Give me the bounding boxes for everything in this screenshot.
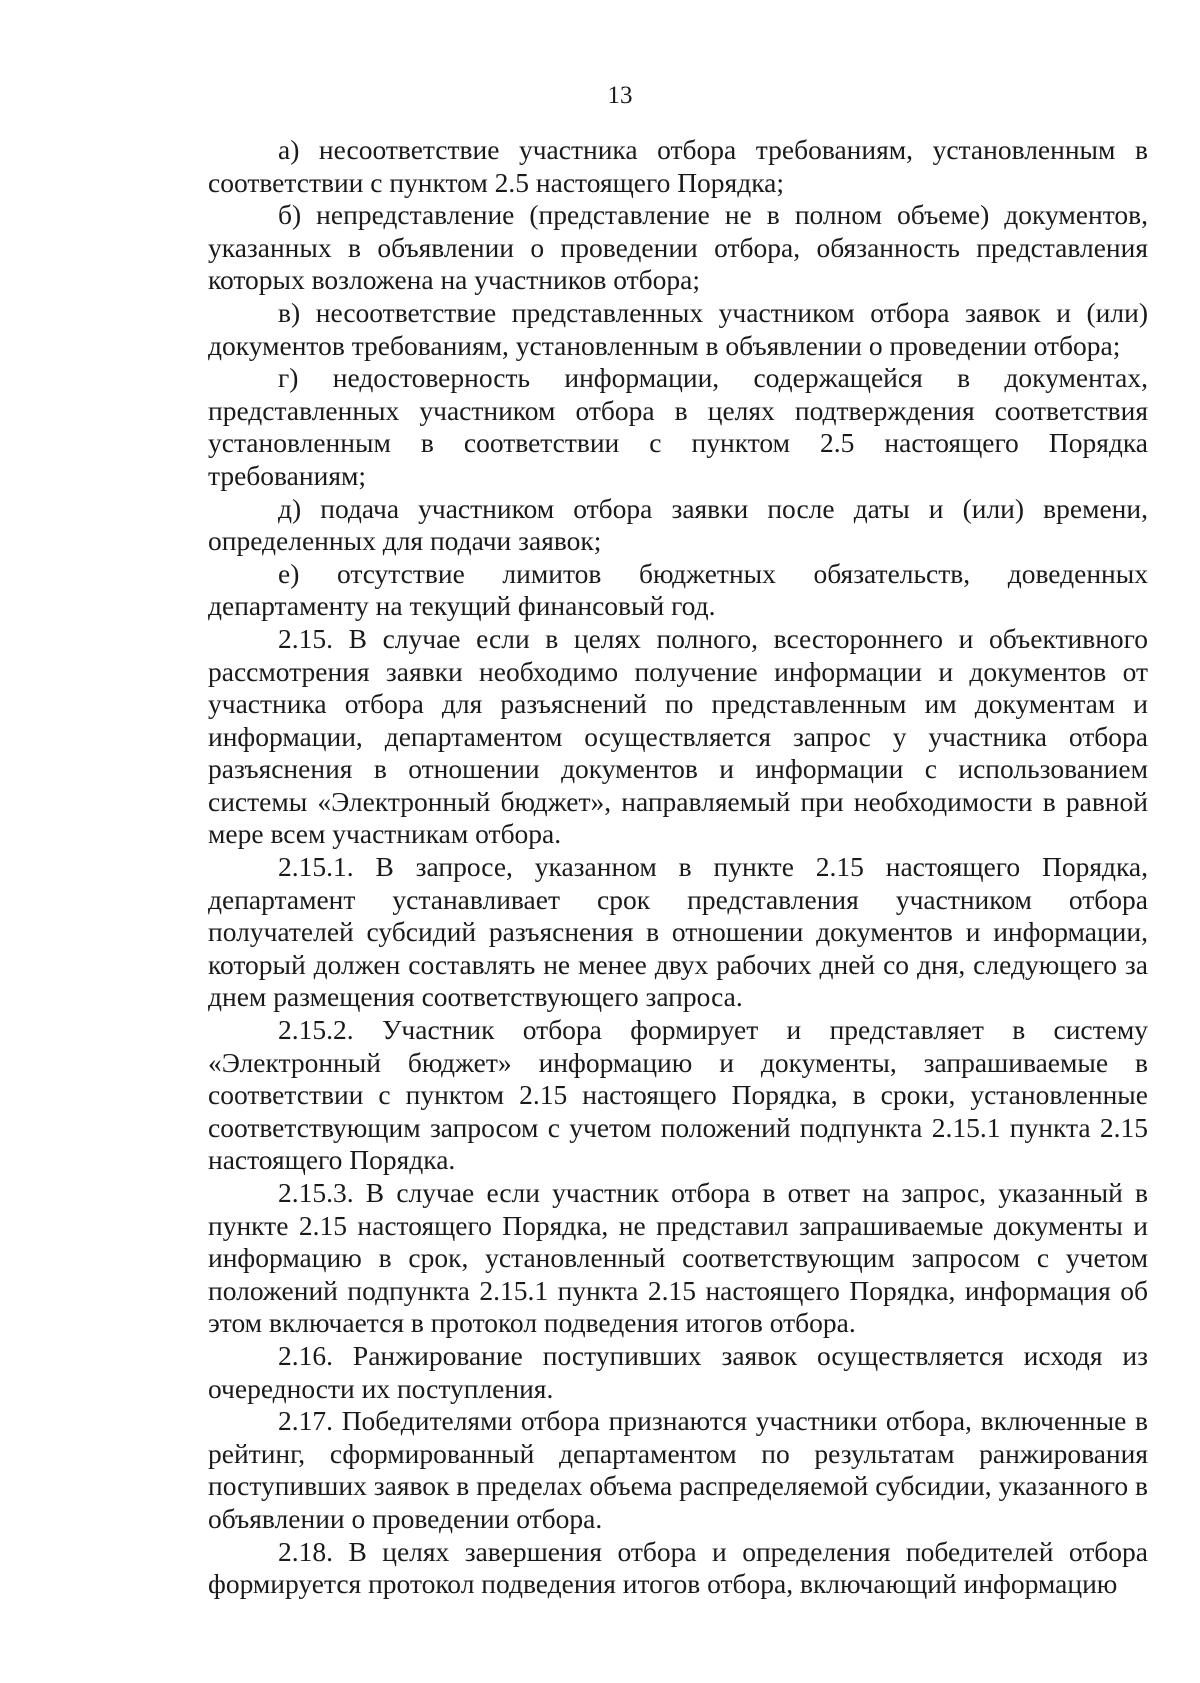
document-body: [208, 134, 1148, 1601]
page-number: 13: [607, 82, 633, 109]
paragraph-item-g: г) недостоверность информации, содержащейся в документах, представленных участником отбора в целях подтверждения соответствия установленным в соответствии с пунктом 2.5 настоящего Порядка требованиям;: [208, 362, 1148, 491]
paragraph-2-16: 2.16. Ранжирование поступивших заявок осуществляется исходя из очередности их поступления.: [208, 1339, 1148, 1404]
paragraph-2-15-1: 2.15.1. В запросе, указанном в пункте 2.15 настоящего Порядка, департамент устанавливает срок представления участником отбора получателей субсидий разъяснения в отношении документов и информации, который должен составлять не менее двух рабочих дней со дня, следующего за днем размещения соответствующего запроса.: [208, 851, 1148, 1013]
paragraph-item-b: б) непредставление (представление не в полном объеме) документов, указанных в объявлении о проведении отбора, обязанность представления которых возложена на участников отбора;: [208, 199, 1148, 296]
paragraph-2-15: 2.15. В случае если в целях полного, всестороннего и объективного рассмотрения заявки необходимо получение информации и документов от участника отбора для разъяснений по представленным им документам и информации, департаментом осуществляется запрос у участника отбора разъяснения в отношении документов и информации с использованием системы «Электронный бюджет», направляемый при необходимости в равной мере всем участникам отбора.: [208, 622, 1148, 850]
paragraph-item-a: а) несоответствие участника отбора требованиям, установленным в соответствии с пунктом 2.5 настоящего Порядка;: [208, 134, 1148, 198]
paragraph-item-d: д) подача участником отбора заявки после даты и (или) времени, определенных для подачи заявок;: [208, 492, 1148, 557]
paragraph-item-v: в) несоответствие представленных участником отбора заявок и (или) документов требованиям, установленным в объявлении о проведении отбора;: [208, 296, 1148, 361]
paragraph-item-e: е) отсутствие лимитов бюджетных обязательств, доведенных департаменту на текущий финансовый год.: [208, 557, 1148, 622]
paragraph-2-15-3: 2.15.3. В случае если участник отбора в ответ на запрос, указанный в пункте 2.15 настоящего Порядка, не представил запрашиваемые документы и информацию в срок, установленный соответствующим запросом с учетом положений подпункта 2.15.1 пункта 2.15 настоящего Порядка, информация об этом включается в протокол подведения итогов отбора.: [208, 1177, 1148, 1339]
paragraph-2-17: 2.17. Победителями отбора признаются участники отбора, включенные в рейтинг, сформированный департаментом по результатам ранжирования поступивших заявок в пределах объема распределяемой субсидии, указанного в объявлении о проведении отбора.: [208, 1405, 1148, 1534]
paragraph-2-18: 2.18. В целях завершения отбора и определения победителей отбора формируется протокол подведения итогов отбора, включающий информацию: [208, 1535, 1148, 1600]
paragraph-2-15-2: 2.15.2. Участник отбора формирует и представляет в систему «Электронный бюджет» информацию и документы, запрашиваемые в соответствии с пунктом 2.15 настоящего Порядка, в сроки, установленные соответствующим запросом с учетом положений подпункта 2.15.1 пункта 2.15 настоящего Порядка.: [208, 1014, 1148, 1176]
